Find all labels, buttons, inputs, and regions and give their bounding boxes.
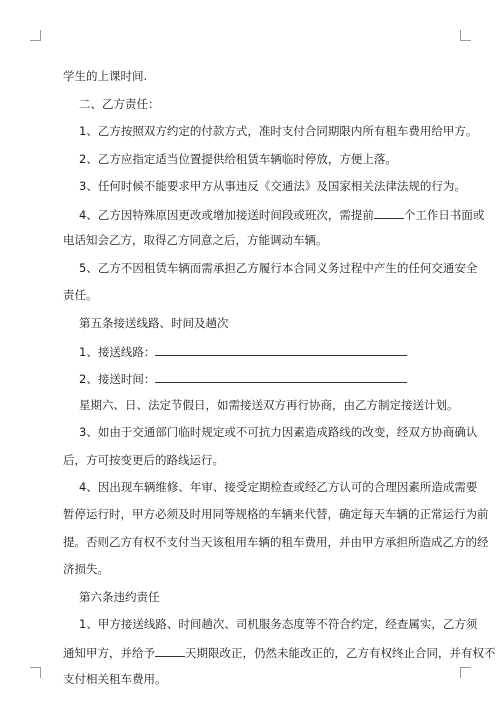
line-text: 责任。 — [63, 288, 98, 302]
page-corner-mark-top-left — [30, 30, 41, 41]
page-corner-mark-bottom-left — [30, 667, 41, 678]
line-text: 1、乙方按照双方约定的付款方式，准时支付合同期限内所有租车费用给甲方。 — [79, 124, 478, 138]
line-text: 济损失。 — [63, 562, 109, 576]
line-text: 第六条违约责任 — [79, 590, 160, 604]
clause-line — [63, 288, 443, 302]
clause-line — [79, 370, 459, 386]
line-text: 2、乙方应指定适当位置提供给租赁车辆临时停放，方便上落。 — [79, 152, 397, 166]
article-heading — [79, 316, 459, 330]
line-text: 二、乙方责任： — [79, 97, 160, 111]
clause-line — [79, 206, 485, 222]
clause-line — [79, 480, 478, 494]
clause-line — [63, 672, 443, 686]
line-text: 3、任何时候不能要求甲方从事违反《交通法》及国家相关法律法规的行为。 — [79, 179, 466, 193]
line-text: 1、接送线路： — [79, 345, 156, 359]
line-text: 1、甲方接送线路、时间趟次、司机服务态度等不符合约定，经查属实，乙方须 — [79, 617, 478, 631]
line-text: 3、如由于交通部门临时规定或不可抗力因素造成路线的改变，经双方协商确认 — [79, 425, 478, 439]
clause-line — [79, 124, 478, 138]
clause-line — [63, 233, 443, 247]
clause-line — [79, 425, 478, 439]
clause-line — [79, 152, 459, 166]
clause-line — [63, 644, 496, 660]
fill-in-blank[interactable] — [155, 644, 185, 657]
line-text: 暂停运行时，甲方必须及时用同等规格的车辆来代替，确定每天车辆的正常运行为前 — [63, 507, 489, 521]
page-corner-mark-top-right — [460, 30, 471, 41]
line-text: 天期限改正，仍然未能改正的，乙方有权终止合同，并有权不 — [185, 646, 496, 660]
clause-line — [79, 617, 478, 631]
line-text: 通知甲方，并给予 — [63, 646, 155, 660]
fill-in-blank[interactable] — [374, 206, 404, 219]
clause-line — [79, 343, 459, 359]
article-heading — [79, 590, 459, 604]
clause-line — [63, 562, 443, 576]
clause-line — [79, 398, 459, 412]
page-corner-mark-bottom-right — [460, 667, 471, 678]
line-text: 后，方可按变更后的路线运行。 — [63, 453, 224, 467]
line-text: 支付相关租车费用。 — [63, 672, 167, 686]
line-text: 5、乙方不因租赁车辆而需承担乙方履行本合同义务过程中产生的任何交通安全 — [79, 261, 478, 275]
line-text: 提。否则乙方有权不支付当天该租用车辆的租车费用，并由甲方承担所造成乙方的经 — [63, 535, 489, 549]
time-blank[interactable] — [155, 370, 407, 383]
line-text: 2、接送时间： — [79, 372, 156, 386]
route-blank[interactable] — [155, 343, 407, 356]
clause-line — [63, 507, 489, 521]
clause-line — [63, 535, 489, 549]
line-text: 个工作日书面或 — [403, 208, 485, 222]
line-text: 学生的上课时间. — [63, 69, 148, 83]
clause-line — [79, 179, 466, 193]
line-text: 4、因出现车辆维修、年审、接受定期检查或经乙方认可的合理因素所造成需要 — [79, 480, 478, 494]
text-line — [63, 69, 443, 83]
section-heading — [79, 97, 459, 111]
clause-line — [63, 453, 443, 467]
line-text: 第五条接送线路、时间及趟次 — [79, 316, 229, 330]
line-text: 星期六、日、法定节假日，如需接送双方再行协商，由乙方制定接送计划。 — [79, 398, 459, 412]
line-text: 电话知会乙方，取得乙方同意之后，方能调动车辆。 — [63, 233, 328, 247]
clause-line — [79, 261, 478, 275]
line-text: 4、乙方因特殊原因更改或增加接送时间段或班次，需提前 — [79, 208, 374, 222]
